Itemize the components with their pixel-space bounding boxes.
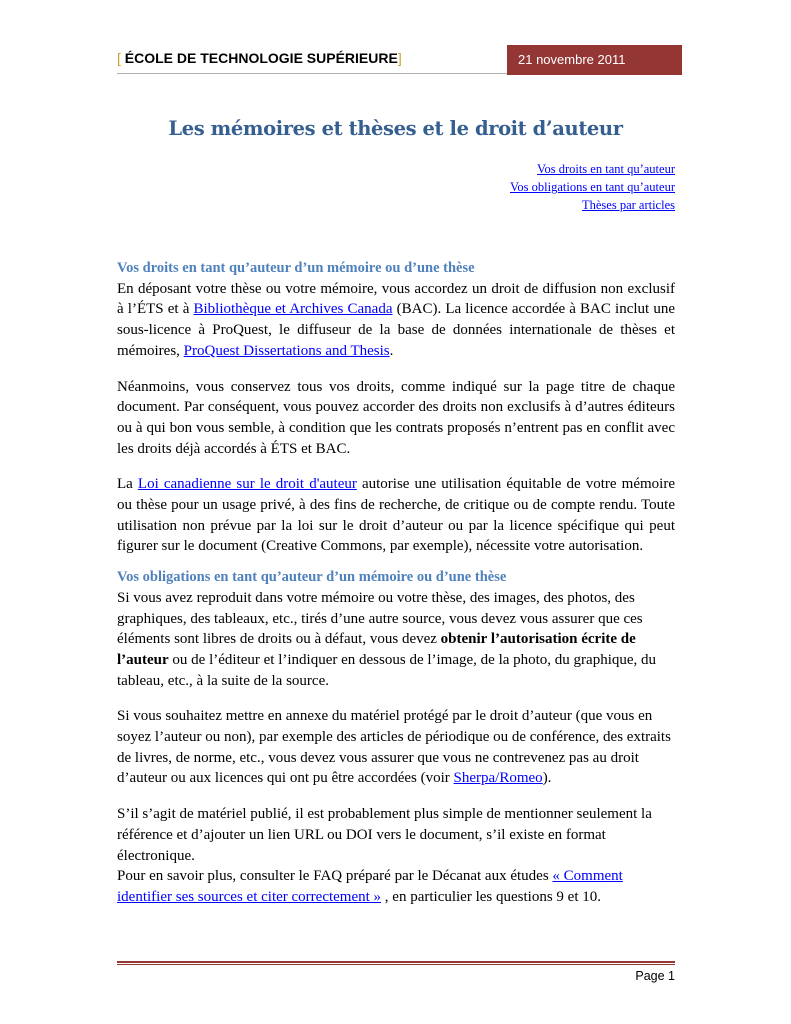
section-heading-droits: Vos droits en tant qu’auteur d’un mémoire ou d’une thèse [117,260,475,276]
section-heading-obligations: Vos obligations en tant qu’auteur d’un mémoire ou d’une thèse [117,569,507,586]
toc-link-obligations[interactable]: Vos obligations en tant qu’auteur [509,180,675,194]
paragraph: S’il s’agit de matériel publié, il est probablement plus simple de mentionner seulement la référence et d’ajouter un lien URL ou DOI vers le document, s’il existe en format électronique. [117,806,652,864]
bold-text: obtenir l’autorisation écrite de l’auteur [117,631,636,668]
paragraph: Néanmoins, vous conservez tous vos droits, comme indiqué sur la page titre de chaque document. Par conséquent, vous pouvez accorder des droits non exclusifs à d’autres éditeurs ou à qui bon vous semble, à condition que les contrats proposés n’entrent pas en conflit avec les droits déjà accordés à ÉTS et BAC. [117,378,675,457]
footer-rule-thin [117,964,675,965]
link-bac[interactable]: Bibliothèque et Archives Canada [193,301,393,318]
link-proquest[interactable]: ProQuest Dissertations and Thesis [183,342,390,359]
table-of-contents [510,160,675,214]
paragraph: Si vous souhaitez mettre en annexe du matériel protégé par le droit d’auteur (que vous en soyez l’auteur ou non), par exemple des articles de périodique ou de conférence, des extraits de livres, de norme, etc., vous devez vous assurer que vous ne contrevenez pas au droit d’auteur ou aux licences qui ont pu être accordées (voir Sherpa/Romeo). [117,708,671,787]
paragraph: Si vous avez reproduit dans votre mémoire ou votre thèse, des images, des photos, des graphiques, des tableaux, etc., tirés d’une autre source, vous devez vous assurer que ces éléments sont libres de droits ou à défaut, vous devez obtenir l’autorisation écrite de l’auteur ou de l’éditeur et l’indiquer en dessous de l’image, de la photo, du graphique, du tableau, etc., à la suite de la source. [117,589,657,689]
header-date: 21 novembre 2011 [507,45,682,75]
link-sherpa-romeo[interactable]: Sherpa/Romeo [453,770,543,787]
header-organization [117,50,402,66]
header-rule [117,73,507,74]
link-faq-citer[interactable]: « Comment identifier ses sources et citer correctement » [117,868,623,905]
paragraph: Pour en savoir plus, consulter le FAQ préparé par le Décanat aux études « Comment identifier ses sources et citer correctement » , en particulier les questions 9 et 10. [117,868,623,905]
toc-link-droits[interactable]: Vos droits en tant qu’auteur [537,162,675,176]
paragraph: La Loi canadienne sur le droit d'auteur autorise une utilisation équitable de votre mémoire ou thèse pour un usage privé, à des fins de recherche, de critique ou de compte rendu. Toute utilisation non prévue par la loi sur le droit d’auteur ou par la licence spécifique qui peut figurer sur le document (Creative Commons, par exemple), nécessite votre autorisation. [117,476,675,555]
paragraph: En déposant votre thèse ou votre mémoire, vous accordez un droit de diffusion non exclusif à l’ÉTS et à Bibliothèque et Archives Canada (BAC). La licence accordée à BAC inclut une sous-licence à ProQuest, le diffuseur de la base de données internationale de thèses et mémoires, ProQuest Dissertations and Thesis. [117,280,675,359]
organization-name: ÉCOLE DE TECHNOLOGIE SUPÉRIEURE [120,50,398,66]
bracket-close: ] [397,50,402,66]
page-title: Les mémoires et thèses et le droit d’auteur [168,117,623,140]
bracket-open: [ [117,50,121,66]
link-loi-droit-auteur[interactable]: Loi canadienne sur le droit d'auteur [137,476,357,493]
toc-link-theses-articles[interactable]: Thèses par articles [581,198,675,212]
footer-rule [117,961,675,963]
document-body [117,258,675,908]
page-number: Page 1 [635,969,675,983]
